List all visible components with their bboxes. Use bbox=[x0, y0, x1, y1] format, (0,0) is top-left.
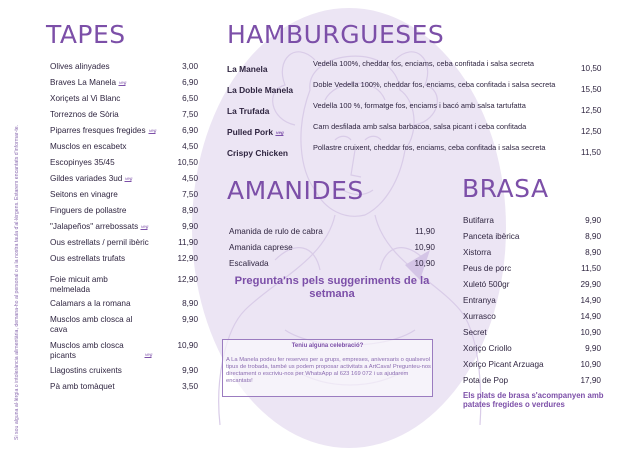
menu-item-price: 11,50 bbox=[581, 264, 601, 273]
vegan-tag-icon: veg bbox=[148, 127, 157, 133]
menu-item-price: 9,90 bbox=[585, 344, 601, 353]
menu-item-price: 6,90 bbox=[182, 78, 198, 87]
menu-item-price: 8,90 bbox=[182, 299, 198, 308]
menu-item-row bbox=[463, 344, 601, 354]
menu-item-price: 6,50 bbox=[182, 94, 198, 103]
brasa-title: BRASA bbox=[462, 174, 549, 203]
vegan-tag-icon: veg bbox=[124, 175, 134, 181]
menu-item-name: Seitons en vinagre bbox=[50, 190, 118, 199]
burger-name bbox=[227, 64, 268, 74]
menu-item-name: Escalivada bbox=[229, 259, 269, 268]
menu-item-name: Musclos amb closca al cava bbox=[50, 315, 133, 334]
burger-description: Vedella 100%, cheddar fos, enciams, ceba confitada i salsa secreta bbox=[313, 59, 535, 68]
burger-description: Carn desfilada amb salsa barbacoa, salsa picant i ceba confitada bbox=[313, 122, 527, 131]
celebration-box bbox=[222, 339, 433, 397]
burger-name bbox=[227, 148, 288, 158]
menu-item-row bbox=[50, 158, 198, 168]
menu-item-row bbox=[50, 299, 198, 309]
menu-item-price: 10,50 bbox=[177, 158, 198, 167]
menu-item-name: Secret bbox=[463, 328, 487, 337]
menu-item-price: 9,90 bbox=[585, 216, 601, 225]
menu-item-row bbox=[463, 360, 601, 370]
menu-item-name: Escopinyes 35/45 bbox=[50, 158, 115, 167]
menu-item-price: 3,00 bbox=[182, 62, 198, 71]
menu-item-name: Llagostins cruixents bbox=[50, 366, 122, 375]
menu-item-name: Xoriço Criollo bbox=[463, 344, 512, 353]
menu-item-price: 14,90 bbox=[580, 296, 601, 305]
menu-item-name: Peus de porc bbox=[463, 264, 512, 273]
menu-item-name: Amanida de rulo de cabra bbox=[229, 227, 323, 236]
menu-item-price: 9,90 bbox=[182, 366, 198, 375]
celebration-text: A La Manela podeu fer reserves per a grups, empreses, aniversaris o qualsevol tipus de trobada, també us podem proposar activitats a ArtCava! Pregunteu-nos directament o escriviu-nos per WhatsApp al 623 169 072 i us ajudarem encantats! bbox=[226, 357, 431, 384]
menu-item-name: Pota de Pop bbox=[463, 376, 509, 385]
menu-item-row bbox=[463, 296, 601, 306]
menu-item-row bbox=[50, 206, 198, 216]
burger-description: Vedella 100 %, formatge fos, enciams i bacó amb salsa tartufatta bbox=[313, 101, 526, 110]
menu-item-price: 10,90 bbox=[414, 259, 435, 268]
menu-item-row bbox=[229, 243, 435, 253]
menu-item-price: 3,50 bbox=[182, 382, 198, 391]
menu-item-name: Calamars a la romana bbox=[50, 299, 131, 308]
amanides-title: AMANIDES bbox=[227, 176, 364, 205]
burger-price: 11,50 bbox=[581, 148, 601, 157]
menu-item-row bbox=[229, 227, 435, 237]
menu-item-row bbox=[463, 264, 601, 274]
burger-name bbox=[227, 127, 284, 137]
menu-item-name: Panceta ibèrica bbox=[463, 232, 520, 241]
menu-item-row bbox=[50, 366, 198, 376]
menu-item-row bbox=[50, 254, 198, 264]
menu-item-price: 17,90 bbox=[580, 376, 601, 385]
menu-item-row bbox=[463, 232, 601, 242]
menu-item-name: "Jalapeños" arrebossats bbox=[50, 222, 139, 231]
burger-price: 15,50 bbox=[581, 85, 602, 94]
menu-item-price: 4,50 bbox=[182, 174, 198, 183]
menu-item-name: Butifarra bbox=[463, 216, 494, 225]
menu-item-row bbox=[50, 174, 198, 184]
burger-price: 10,50 bbox=[581, 64, 602, 73]
burger-name bbox=[227, 85, 293, 95]
menu-item-row bbox=[50, 275, 198, 295]
menu-item-price: 10,90 bbox=[580, 360, 601, 369]
menu-item-name: Olives alinyades bbox=[50, 62, 110, 71]
vegan-tag-icon: veg bbox=[118, 79, 127, 85]
menu-item-row bbox=[463, 376, 601, 386]
menu-item-name: Finguers de pollastre bbox=[50, 206, 127, 215]
menu-item-price: 11,90 bbox=[415, 227, 435, 236]
menu-item-name: Torreznos de Sòria bbox=[50, 110, 119, 119]
menu-item-price: 10,90 bbox=[580, 328, 601, 337]
menu-item-price: 11,90 bbox=[178, 238, 198, 247]
menu-item-price: 7,50 bbox=[182, 110, 198, 119]
menu-item-row bbox=[229, 259, 435, 269]
menu-item-price: 7,50 bbox=[182, 190, 198, 199]
menu-item-row bbox=[50, 315, 198, 335]
menu-item-price: 8,90 bbox=[585, 232, 601, 241]
menu-item-row bbox=[50, 190, 198, 200]
menu-item-row bbox=[463, 328, 601, 338]
menu-item-price: 8,90 bbox=[182, 206, 198, 215]
burger-price: 12,50 bbox=[581, 127, 602, 136]
menu-item-row bbox=[463, 248, 601, 258]
menu-item-row bbox=[50, 238, 198, 248]
menu-item-name: Amanida caprese bbox=[229, 243, 293, 252]
menu-item-name: Ous estrellats / pernil ibèric bbox=[50, 238, 149, 247]
burger-name-label: Crispy Chicken bbox=[227, 148, 288, 158]
menu-item-price: 4,50 bbox=[182, 142, 198, 151]
menu-item-price: 6,90 bbox=[182, 126, 198, 135]
suggeriments-text: Pregunta'ns pels suggeriments de la setmana bbox=[234, 275, 430, 301]
menu-item-price: 9,90 bbox=[182, 315, 198, 324]
menu-item-name: Xuletó 500gr bbox=[463, 280, 510, 289]
menu-item-row bbox=[463, 312, 601, 322]
menu-item-row bbox=[463, 280, 601, 290]
menu-item-price: 8,90 bbox=[585, 248, 601, 257]
menu-item-name: Musclos en escabetx bbox=[50, 142, 127, 151]
menu-item-name: Entranya bbox=[463, 296, 496, 305]
menu-item-row bbox=[50, 142, 198, 152]
menu-item-price: 10,90 bbox=[414, 243, 435, 252]
menu-item-name: Braves La Manela bbox=[50, 78, 116, 87]
burger-name-label: La Trufada bbox=[227, 106, 270, 116]
menu-item-price: 12,90 bbox=[177, 254, 198, 263]
burger-name-label: La Manela bbox=[227, 64, 268, 74]
burger-name-label: Pulled Pork bbox=[227, 127, 274, 137]
burger-price: 12,50 bbox=[581, 106, 602, 115]
menu-item-price: 29,90 bbox=[580, 280, 601, 289]
menu-item-name: Piparres fresques fregides bbox=[50, 126, 146, 135]
tapes-title: TAPES bbox=[46, 20, 126, 49]
brasa-note: Els plats de brasa s'acompanyen amb patates fregides o verdures bbox=[463, 391, 604, 410]
menu-item-name: Xurrasco bbox=[463, 312, 496, 321]
menu-item-name: Gildes variades 3ud bbox=[50, 174, 123, 183]
menu-item-row bbox=[50, 78, 198, 88]
menu-item-name: Musclos amb closca picants bbox=[50, 341, 124, 360]
menu-item-row bbox=[50, 62, 198, 72]
menu-item-price: 10,90 bbox=[177, 341, 198, 350]
celebration-title: Teniu alguna celebració? bbox=[291, 343, 364, 349]
menu-item-name: Pà amb tomàquet bbox=[50, 382, 115, 391]
burger-name-label: La Doble Manela bbox=[227, 85, 294, 95]
vegan-tag-icon: veg bbox=[275, 129, 285, 135]
menu-item-price: 9,90 bbox=[182, 222, 198, 231]
allergy-side-note: Si sou alguna al·lèrgia o intolerància alimentària, demana-ho al personal o a la nostra taula d'al·lèrgens. Estarem encantats d'informar-te. bbox=[14, 124, 20, 440]
vegan-tag-icon: veg bbox=[144, 352, 153, 358]
hamburgueses-title: HAMBURGUESES bbox=[227, 20, 445, 49]
menu-item-price: 14,90 bbox=[580, 312, 601, 321]
burger-name bbox=[227, 106, 269, 116]
menu-item-name: Foie micuit amb melmelada bbox=[50, 275, 108, 294]
menu-item-name: Ous estrellats trufats bbox=[50, 254, 126, 263]
menu-item-row bbox=[50, 222, 198, 232]
burger-description: Doble Vedella 100%, cheddar fos, enciams, ceba confitada i salsa secreta bbox=[313, 80, 556, 89]
menu-item-name: Xoriço Picant Arzuaga bbox=[463, 360, 544, 369]
menu-item-price: 12,90 bbox=[177, 275, 198, 284]
menu-item-row bbox=[50, 110, 198, 120]
menu-item-row bbox=[463, 216, 601, 226]
menu-item-row bbox=[50, 341, 198, 361]
menu-item-name: Xoriçets al Vi Blanc bbox=[50, 94, 121, 103]
menu-item-row bbox=[50, 382, 198, 392]
burger-description: Pollastre cruixent, cheddar fos, enciams, ceba confitada i salsa secreta bbox=[313, 143, 546, 152]
menu-item-name: Xistorra bbox=[463, 248, 492, 257]
menu-item-row bbox=[50, 94, 198, 104]
menu-item-row bbox=[50, 126, 198, 136]
vegan-tag-icon: veg bbox=[140, 223, 150, 229]
